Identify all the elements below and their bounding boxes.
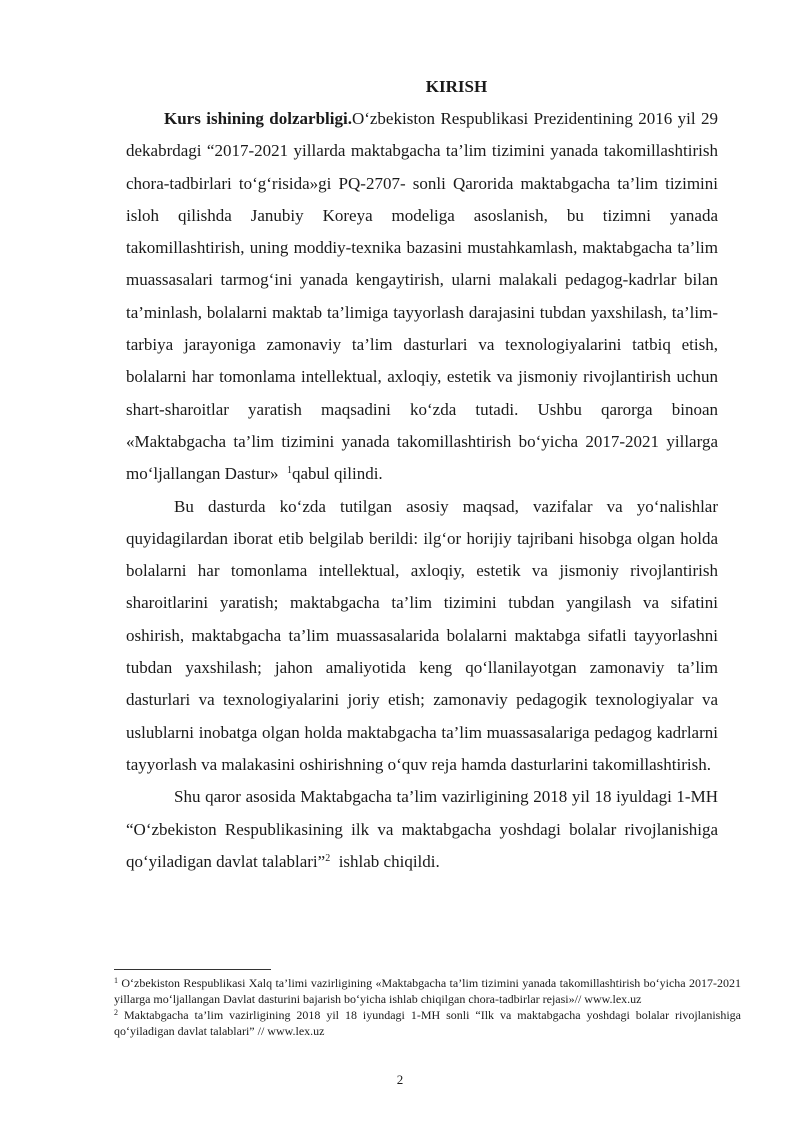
footnote-reference[interactable]: 1 [287,465,292,477]
paragraph-tail: ishlab chiqildi. [338,851,440,871]
footnote-text: Maktabgacha ta’lim vazirligining 2018 yil 18 iyundagi 1-MH sonli “Ilk va maktabgacha yoshdagi bolalar rivojlanishiga qo‘yiladigan davlat talablari” // www.lex.uz [114,1008,742,1038]
footnote-item [114,1008,741,1039]
footnote-separator [114,969,271,970]
footnote-mark: 1 [114,976,118,985]
paragraph-lead: Kurs ishining dolzarbligi. [164,109,352,128]
paragraph-text: Bu dasturda ko‘zda tutilgan asosiy maqsad, vazifalar va yo‘nalishlar quyidagilardan iborat etib belgilab berildi: ilg‘or horijiy tajribani hisobga olgan holda bolalarni har tomonlama intellektual, axloqiy, estetik va jismoniy rivojlantirish sharoitlarini yaratish; maktabgacha ta’lim tizimini tubdan yangilash va sifatini oshirish, maktabgacha ta’lim muassasalarida bolalarni maktabga sifatli tayyorlashni tubdan yaxshilash; jahon amaliyotida keng qo‘llanilayotgan zamonaviy ta’lim dasturlari va texnologiyalarini joriy etish; zamonaviy pedagogik texnologiyalar va uslublarni inobatga olgan holda maktabgacha ta’lim muassasalariga pedagog kadrlarni tayyorlash va malakasini oshirishning o‘quv reja hamda dasturlarini takomillashtirish. [126,496,718,774]
paragraph-goals [126,491,718,782]
footnote-item [114,976,741,1007]
body-text [126,103,718,878]
footnote-reference[interactable]: 2 [325,852,331,864]
paragraph-tail: qabul qilindi. [292,464,383,484]
footnote-mark: 2 [114,1008,118,1017]
footnotes [114,976,741,1040]
paragraph-requirements [126,781,718,878]
paragraph-text: O‘zbekiston Respublikasi Prezidentining 2016 yil 29 dekabrdagi “2017-2021 yillarda maktabgacha ta’lim tizimini yanada takomillashtirish chora-tadbirlari to‘g‘risida»gi PQ-2707- sonli Qarorida maktabgacha ta’lim tizimini isloh qilishda Janubiy Koreya modeliga asoslanish, bu tizimni yanada takomillashtirish, uning moddiy-texnika bazasini mustahkamlash, maktabgacha ta’lim muassasalari tarmog‘ini yanada kengaytirish, ularni malakali pedagog-kadrlar bilan ta’minlash, bolalarni maktab ta’limiga tayyorlash darajasini tubdan yaxshilash, ta’lim-tarbiya jarayoniga zamonaviy ta’lim dasturlari va texnologiyalarini tatbiq etish, bolalarni har tomonlama intellektual, axloqiy, estetik va jismoniy rivojlantirish uchun shart-sharoitlar yaratish maqsadini ko‘zda tutadi. Ushbu qarorga binoan «Maktabgacha ta’lim tizimini yanada takomillashtirish bo‘yicha 2017-2021 yillarga mo‘ljallangan Dastur» [126,109,718,484]
page-number: 2 [396,1072,404,1087]
footnote-text: O‘zbekiston Respublikasi Xalq ta’limi vazirligining «Maktabgacha ta’lim tizimini yanada takomillashtirish bo‘yicha 2017-2021 yillarga mo‘ljallangan Davlat dasturini bajarish bo‘yicha ishlab chiqilgan chora-tadbirlar rejasi»// www.lex.uz [114,976,741,1006]
paragraph-relevance [126,103,718,491]
paragraph-text: Shu qaror asosida Maktabgacha ta’lim vazirligining 2018 yil 18 iyuldagi 1-MH “O‘zbekiston Respublikasining ilk va maktabgacha yoshdagi bolalar rivojlanishiga qo‘yiladigan davlat talablari” [126,787,718,871]
page-heading: KIRISH [425,77,488,96]
